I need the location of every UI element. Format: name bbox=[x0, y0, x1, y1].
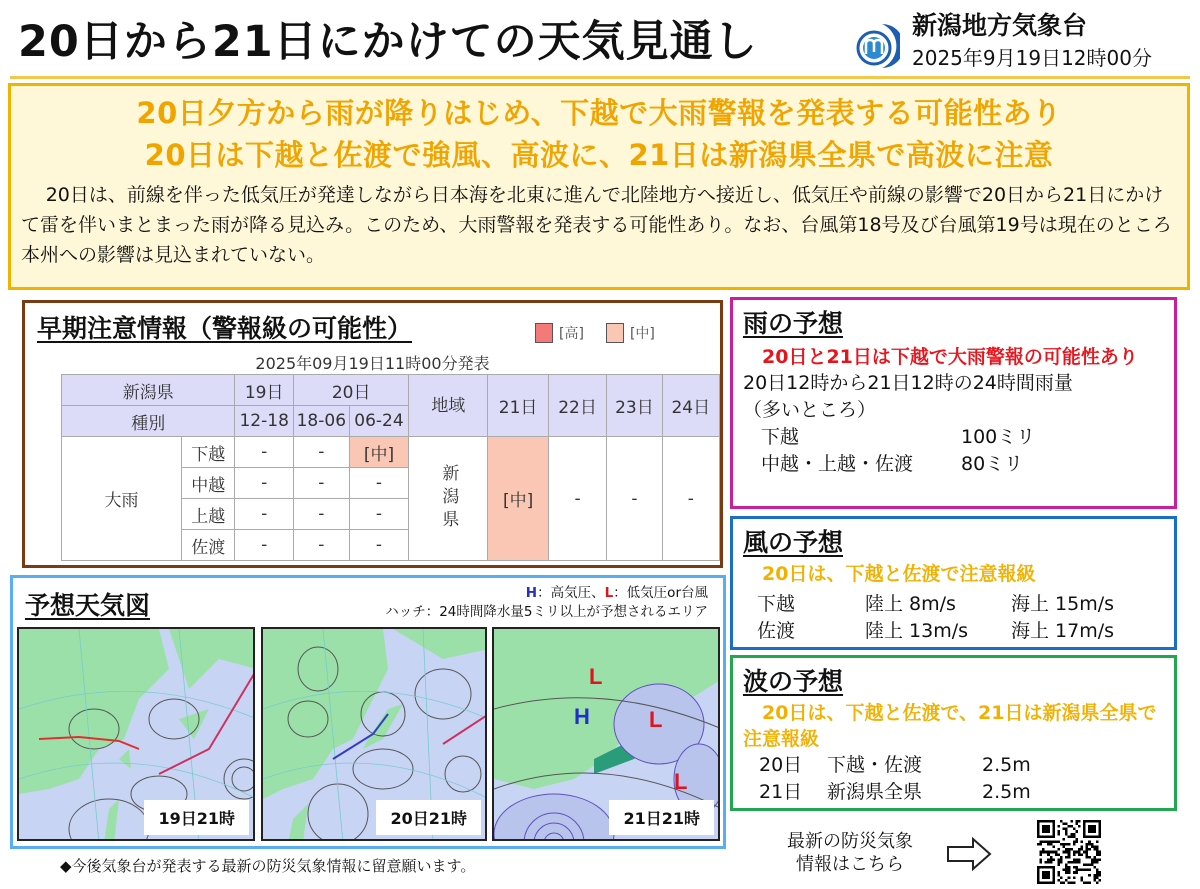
legend-hatch: ハッチ：24時間降水量5ミリ以上が予想されるエリア bbox=[385, 604, 708, 620]
map-time-label: 21日21時 bbox=[609, 800, 714, 835]
org-name: 新潟地方気象台 bbox=[912, 11, 1088, 40]
rain-title: 雨の予想 bbox=[743, 309, 844, 338]
cell-mid: [中] bbox=[349, 437, 409, 468]
legend-h: H bbox=[525, 585, 538, 601]
header-t3: 06-24 bbox=[349, 406, 409, 437]
legend-mid-swatch bbox=[606, 323, 624, 343]
area-label: 中越 bbox=[182, 468, 235, 499]
cell: - bbox=[349, 530, 409, 561]
cell: - bbox=[293, 437, 349, 468]
cell-23: - bbox=[607, 437, 662, 561]
cell: - bbox=[293, 468, 349, 499]
footnote: ◆今後気象台が発表する最新の防災気象情報に留意願います。 bbox=[60, 857, 476, 875]
wave-title: 波の予想 bbox=[743, 667, 844, 696]
wave-forecast-panel bbox=[730, 655, 1177, 811]
wind-title: 風の予想 bbox=[743, 528, 844, 557]
rain-value: 100ミリ bbox=[961, 426, 1036, 448]
header-19: 19日 bbox=[235, 375, 294, 406]
low-marker: L bbox=[649, 707, 663, 732]
weather-map-20 bbox=[261, 627, 487, 841]
area-label: 下越 bbox=[182, 437, 235, 468]
wind-forecast-panel bbox=[730, 516, 1177, 650]
rain-alert: 20日と21日は下越で大雨警報の可能性あり bbox=[762, 346, 1138, 368]
forecast-map-panel bbox=[10, 575, 726, 849]
weather-map-21 bbox=[492, 627, 720, 841]
cell: - bbox=[349, 468, 409, 499]
latest-line1: 最新の防災気象 bbox=[787, 831, 913, 852]
cell: - bbox=[235, 468, 294, 499]
page-title: 20日から21日にかけての天気見通し bbox=[18, 17, 758, 67]
headline-wind-wave: 20日は下越と佐渡で強風、高波に、21日は新潟県全県で高波に注意 bbox=[144, 138, 1054, 172]
arrow-right-icon bbox=[945, 836, 993, 872]
wave-alert: 20日は、下越と佐渡で、21日は新潟県全県で注意報級 bbox=[743, 702, 1157, 750]
legend-l-text: ：低気圧or台風 bbox=[613, 585, 708, 601]
table-row bbox=[62, 437, 720, 468]
latest-info-link[interactable] bbox=[760, 830, 940, 876]
wave-value: 2.5m bbox=[982, 781, 1031, 803]
cell-22: - bbox=[548, 437, 606, 561]
legend-l: L bbox=[604, 585, 614, 601]
map-time-label: 20日21時 bbox=[376, 800, 481, 835]
rain-area: 下越 bbox=[761, 426, 800, 448]
legend-high-swatch bbox=[535, 323, 553, 343]
cell: - bbox=[235, 499, 294, 530]
wave-day: 21日 bbox=[759, 781, 803, 803]
header-23: 23日 bbox=[607, 375, 662, 437]
cell: - bbox=[235, 437, 294, 468]
rain-area: 中越・上越・佐渡 bbox=[761, 453, 914, 475]
wind-land: 陸上 8m/s bbox=[865, 593, 956, 615]
header-divider bbox=[10, 76, 1190, 79]
region-niigata: 新潟県 bbox=[409, 437, 488, 561]
jma-logo-icon bbox=[852, 22, 900, 70]
qr-code[interactable] bbox=[1034, 820, 1104, 884]
header-24: 24日 bbox=[662, 375, 719, 437]
header-t1: 12-18 bbox=[235, 406, 294, 437]
wave-day: 20日 bbox=[759, 754, 803, 776]
header-t2: 18-06 bbox=[293, 406, 349, 437]
wind-land: 陸上 13m/s bbox=[865, 620, 969, 642]
legend-high-label: [高] bbox=[559, 326, 584, 342]
header-21: 21日 bbox=[488, 375, 549, 437]
summary-body: 20日は、前線を伴った低気圧が発達しながら日本海を北東に進んで北陸地方へ接近し、低気圧や前線の影響で20日から21日にかけて雷を伴いまとまった雨が降る見込み。このため、大雨警報を発表する可能性あり。なお、台風第18号及び台風第19号は現在のところ本州への影響は見込まれていない。 bbox=[21, 184, 1172, 266]
low-marker: L bbox=[589, 664, 603, 689]
legend-mid-label: [中] bbox=[629, 326, 655, 342]
header-20: 20日 bbox=[293, 375, 408, 406]
headline-rain: 20日夕方から雨が降りはじめ、下越で大雨警報を発表する可能性あり bbox=[136, 96, 1062, 130]
cell: - bbox=[293, 499, 349, 530]
rain-forecast-panel bbox=[730, 297, 1177, 509]
header-kind: 種別 bbox=[62, 406, 235, 437]
cell-24: - bbox=[662, 437, 719, 561]
maps-legend bbox=[313, 584, 708, 622]
wave-value: 2.5m bbox=[982, 754, 1031, 776]
rain-note: （多いところ） bbox=[743, 399, 877, 421]
header-22: 22日 bbox=[548, 375, 606, 437]
early-warning-table bbox=[61, 374, 720, 561]
wind-alert: 20日は、下越と佐渡で注意報級 bbox=[762, 563, 1036, 585]
area-label: 上越 bbox=[182, 499, 235, 530]
area-label: 佐渡 bbox=[182, 530, 235, 561]
weather-map-19 bbox=[17, 627, 255, 841]
early-warning-panel bbox=[22, 300, 723, 568]
maps-title: 予想天気図 bbox=[25, 591, 151, 620]
cell: - bbox=[349, 499, 409, 530]
legend-h-text: ：高気圧、 bbox=[537, 585, 605, 601]
wind-area: 下越 bbox=[757, 593, 796, 615]
wind-sea: 海上 17m/s bbox=[1011, 620, 1115, 642]
cell-21: [中] bbox=[488, 437, 549, 561]
cell: - bbox=[235, 530, 294, 561]
legend bbox=[535, 323, 655, 343]
cell: - bbox=[293, 530, 349, 561]
wind-area: 佐渡 bbox=[757, 620, 796, 642]
early-warning-issued: 2025年09月19日11時00分発表 bbox=[255, 354, 490, 373]
header-region: 地域 bbox=[409, 375, 488, 437]
issued-time: 2025年9月19日12時00分 bbox=[912, 46, 1152, 70]
map-time-label: 19日21時 bbox=[144, 800, 249, 835]
hazard-label: 大雨 bbox=[62, 437, 182, 561]
low-marker: L bbox=[674, 769, 688, 794]
rain-period: 20日12時から21日12時の24時間雨量 bbox=[743, 372, 1073, 394]
rain-value: 80ミリ bbox=[961, 453, 1024, 475]
wave-area: 下越・佐渡 bbox=[827, 754, 923, 776]
wave-area: 新潟県全県 bbox=[827, 781, 923, 803]
wind-sea: 海上 15m/s bbox=[1011, 593, 1115, 615]
latest-line2: 情報はこちら bbox=[796, 854, 904, 875]
summary-box bbox=[8, 83, 1190, 290]
high-marker: H bbox=[574, 704, 590, 729]
header-pref: 新潟県 bbox=[62, 375, 235, 406]
early-warning-title: 早期注意情報（警報級の可能性） bbox=[37, 314, 413, 343]
